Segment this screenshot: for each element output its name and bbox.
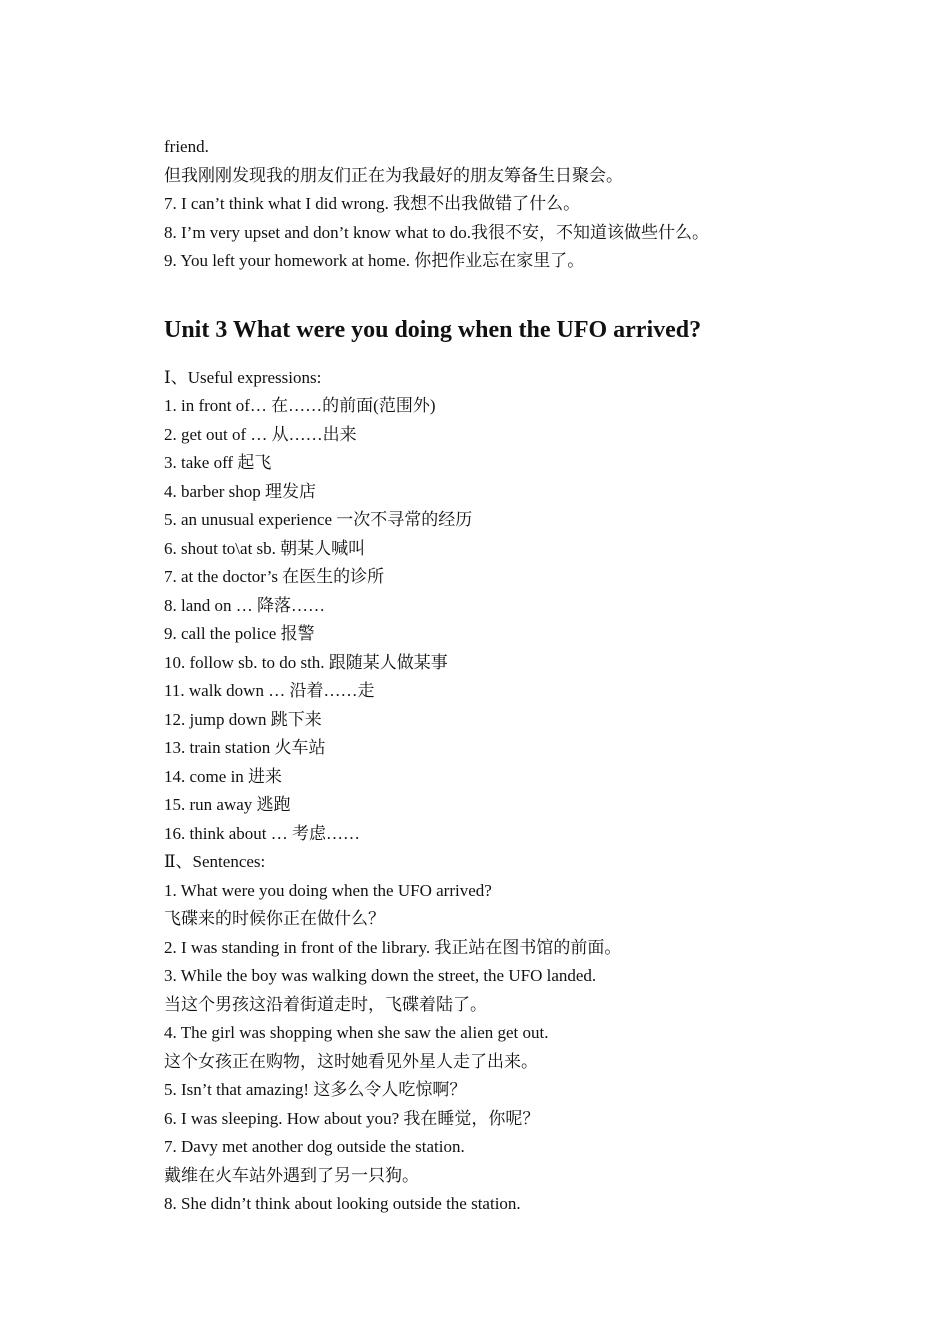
- expression-item: 11. walk down … 沿着……走: [164, 681, 375, 700]
- text-line: 9. You left your homework at home. 你把作业忘在家里了。: [164, 251, 585, 270]
- section-heading-sentences: Ⅱ、Sentences:: [164, 852, 266, 871]
- section-heading-expressions: Ⅰ、Useful expressions:: [164, 367, 322, 387]
- sentence-line: 4. The girl was shopping when she saw the alien get out.: [164, 1023, 549, 1042]
- expression-item: 7. at the doctor’s 在医生的诊所: [164, 567, 385, 586]
- sentence-line: 1. What were you doing when the UFO arrived?: [164, 880, 492, 900]
- sentence-line: 当这个男孩这沿着街道走时，飞碟着陆了。: [164, 994, 487, 1014]
- sentence-line: 7. Davy met another dog outside the station.: [164, 1137, 465, 1156]
- top-lines: [164, 133, 884, 276]
- expression-item: 10. follow sb. to do sth. 跟随某人做某事: [164, 652, 448, 672]
- expression-item: 12. jump down 跳下来: [164, 709, 322, 729]
- sentence-line: 6. I was sleeping. How about you? 我在睡觉，你呢？: [164, 1108, 540, 1128]
- text-line: friend.: [164, 137, 209, 156]
- expression-item: 2. get out of … 从……出来: [164, 424, 357, 444]
- unit-title: Unit 3 What were you doing when the UFO arrived?: [164, 316, 702, 343]
- sentence-line: 2. I was standing in front of the library. 我正站在图书馆的前面。: [164, 937, 622, 957]
- expression-item: 3. take off 起飞: [164, 453, 272, 472]
- document-page: [164, 133, 884, 1219]
- text-line: 8. I’m very upset and don’t know what to do.我很不安，不知道该做些什么。: [164, 222, 710, 242]
- sentences-list: [164, 877, 884, 1219]
- expressions-list: [164, 392, 884, 848]
- sentence-line: 这个女孩正在购物，这时她看见外星人走了出来。: [164, 1051, 538, 1071]
- expression-item: 5. an unusual experience 一次不寻常的经历: [164, 510, 473, 529]
- expression-item: 13. train station 火车站: [164, 738, 326, 757]
- expression-item: 1. in front of… 在……的前面(范围外): [164, 396, 436, 415]
- expression-item: 6. shout to\at sb. 朝某人喊叫: [164, 538, 366, 558]
- expression-item: 15. run away 逃跑: [164, 795, 291, 814]
- expression-item: 16. think about … 考虑……: [164, 823, 360, 843]
- expression-item: 8. land on … 降落……: [164, 595, 326, 615]
- expression-item: 14. come in 进来: [164, 766, 283, 786]
- sentence-line: 戴维在火车站外遇到了另一只狗。: [164, 1165, 419, 1185]
- text-line: 但我刚刚发现我的朋友们正在为我最好的朋友筹备生日聚会。: [164, 165, 623, 185]
- expression-item: 4. barber shop 理发店: [164, 481, 317, 501]
- sentence-line: 飞碟来的时候你正在做什么？: [164, 909, 385, 928]
- sentence-line: 5. Isn’t that amazing! 这多么令人吃惊啊？: [164, 1080, 467, 1099]
- text-line: 7. I can’t think what I did wrong. 我想不出我做错了什么。: [164, 194, 581, 213]
- sentence-line: 3. While the boy was walking down the street, the UFO landed.: [164, 966, 597, 985]
- expression-item: 9. call the police 报警: [164, 624, 315, 643]
- sentence-line: 8. She didn’t think about looking outside the station.: [164, 1194, 521, 1213]
